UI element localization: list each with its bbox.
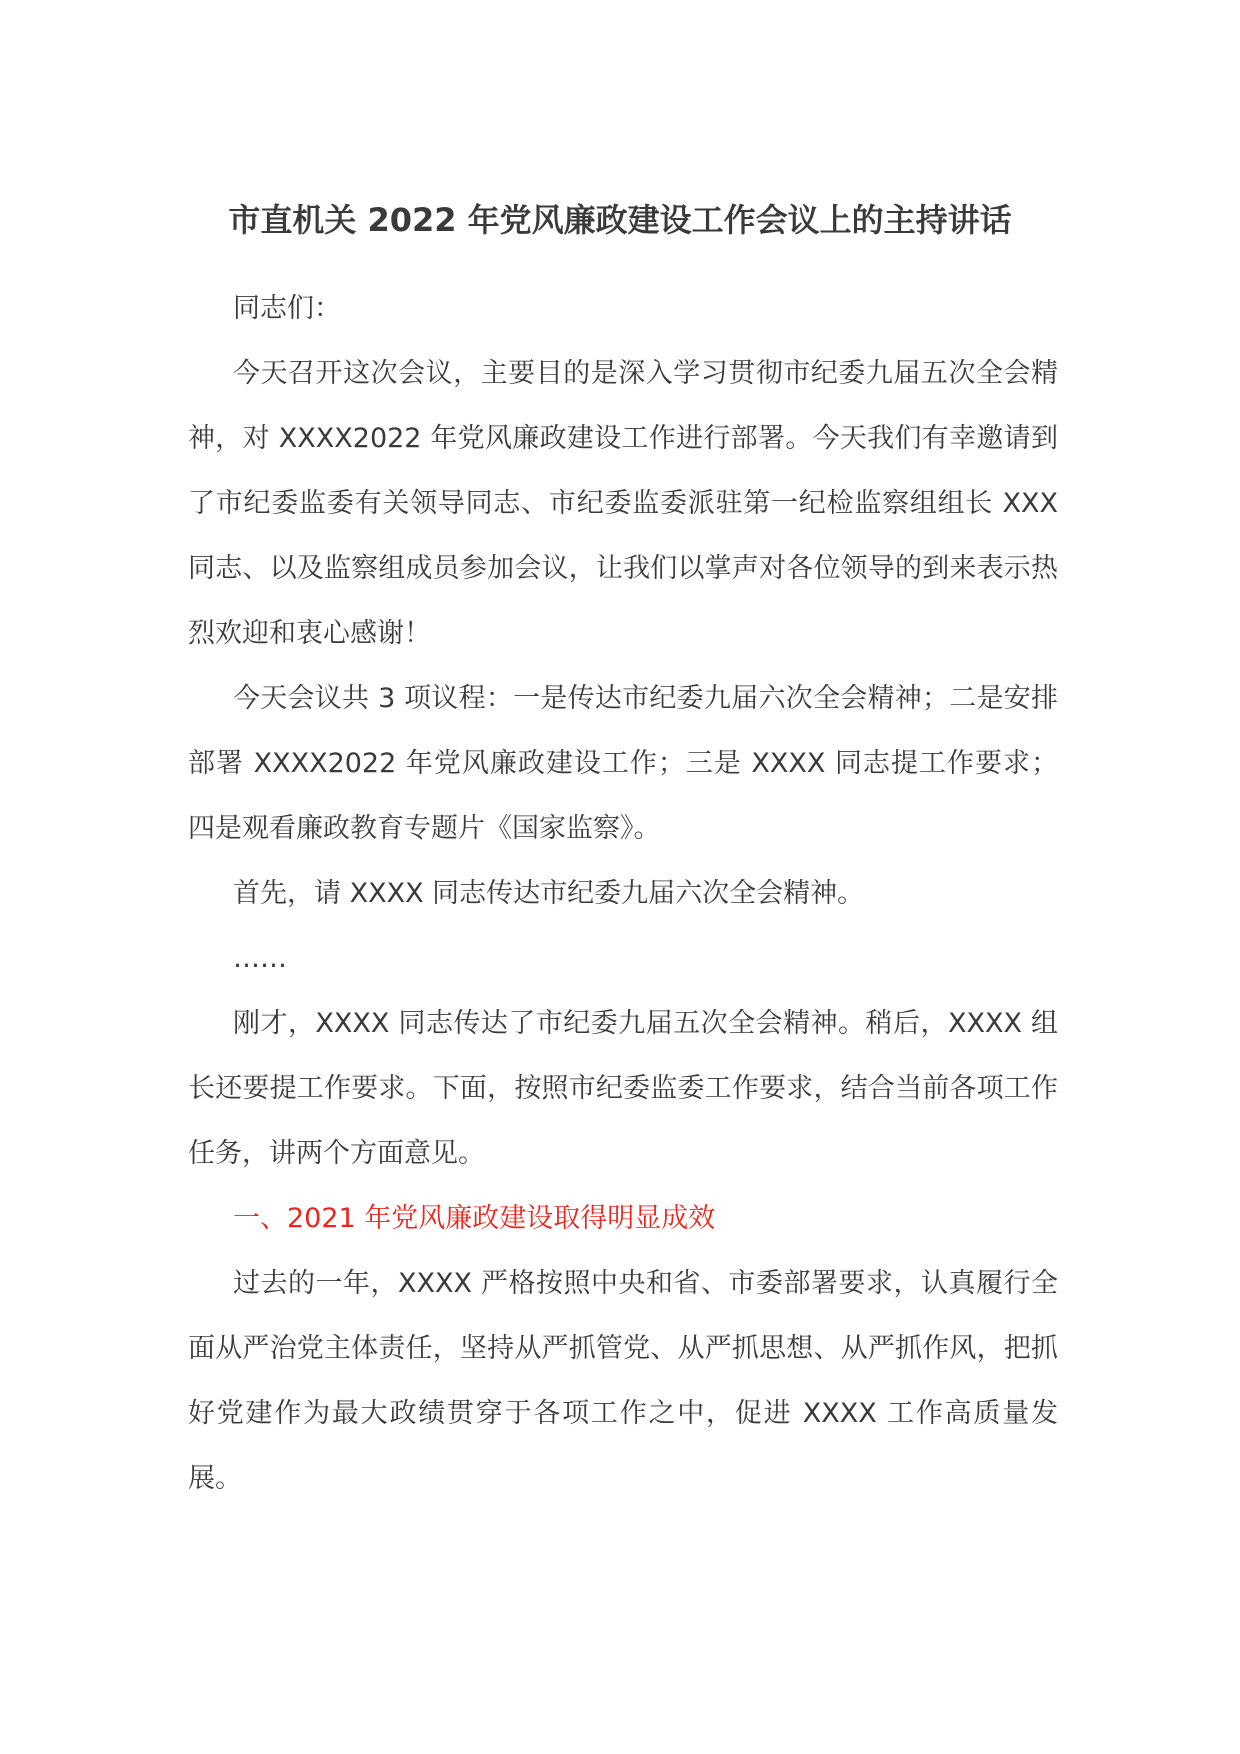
first-item-paragraph: 首先，请 XXXX 同志传达市纪委九届六次全会精神。 (233, 878, 865, 909)
ellipsis-paragraph: …… (233, 943, 287, 974)
transition-paragraph: 刚才，XXXX 同志传达了市纪委九届五次全会精神。稍后，XXXX 组长还要提工作要求。下面，按照市纪委监委工作要求，结合当前各项工作任务，讲两个方面意见。 (188, 1008, 1058, 1169)
document-title: 市直机关 2022 年党风廉政建设工作会议上的主持讲话 (228, 201, 1012, 239)
section-heading-one: 一、2021 年党风廉政建设取得明显成效 (233, 1203, 716, 1234)
review-paragraph: 过去的一年，XXXX 严格按照中央和省、市委部署要求，认真履行全面从严治党主体责任，坚持从严抓管党、从严抓思想、从严抓作风，把抓好党建作为最大政绩贯穿于各项工作之中，促进 XXXX 工作高质量发展。 (188, 1268, 1058, 1494)
document-body (188, 276, 1058, 1511)
agenda-paragraph: 今天会议共 3 项议程：一是传达市纪委九届六次全会精神；二是安排部署 XXXX2022 年党风廉政建设工作；三是 XXXX 同志提工作要求；四是观看廉政教育专题片《国家监察》。 (188, 683, 1058, 844)
greeting-paragraph: 同志们： (233, 293, 341, 324)
intro-paragraph: 今天召开这次会议，主要目的是深入学习贯彻市纪委九届五次全会精神，对 XXXX2022 年党风廉政建设工作进行部署。今天我们有幸邀请到了市纪委监委有关领导同志、市纪委监委派驻第一纪检监察组组长 XXX 同志、以及监察组成员参加会议，让我们以掌声对各位领导的到来表示热烈欢迎和衷心感谢！ (188, 358, 1058, 649)
